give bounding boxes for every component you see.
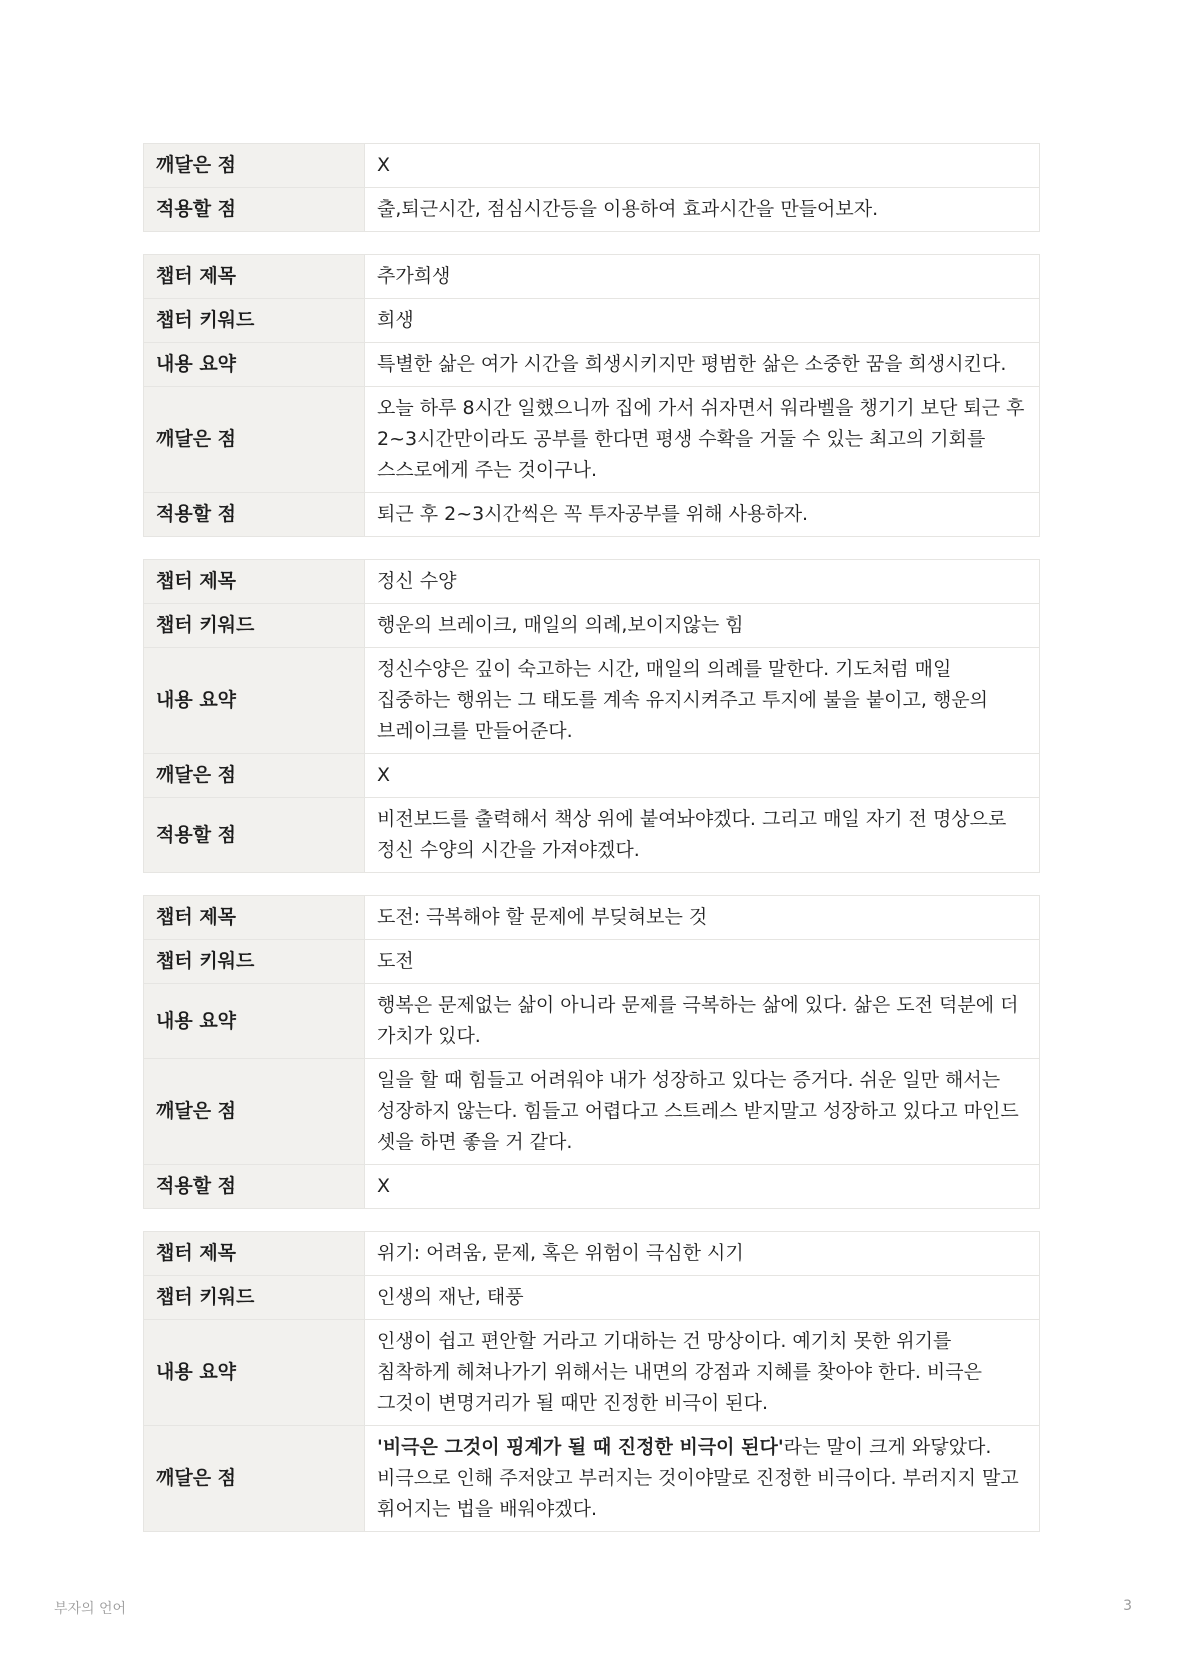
footer-page-number: 3 [1123, 1598, 1132, 1614]
row-value: 일을 할 때 힘들고 어려워야 내가 성장하고 있다는 증거다. 쉬운 일만 해서는 성장하지 않는다. 힘들고 어렵다고 스트레스 받지말고 성장하고 있다고 마인드 셋을 하면 좋을 거 같다. [365, 1059, 1040, 1165]
row-label: 챕터 제목 [144, 896, 365, 940]
row-label: 챕터 키워드 [144, 1276, 365, 1320]
table-row [144, 493, 1040, 537]
row-value [365, 1426, 1040, 1532]
row-value: 도전 [365, 940, 1040, 984]
row-label: 챕터 제목 [144, 1232, 365, 1276]
row-label: 적용할 점 [144, 798, 365, 873]
row-label: 깨달은 점 [144, 754, 365, 798]
table-row [144, 387, 1040, 493]
row-label: 챕터 제목 [144, 255, 365, 299]
row-label: 챕터 키워드 [144, 940, 365, 984]
row-label: 내용 요약 [144, 1320, 365, 1426]
table-row [144, 560, 1040, 604]
row-value: 특별한 삶은 여가 시간을 희생시키지만 평범한 삶은 소중한 꿈을 희생시킨다. [365, 343, 1040, 387]
table-row [144, 144, 1040, 188]
table-row [144, 648, 1040, 754]
table-row [144, 798, 1040, 873]
table-row [144, 1232, 1040, 1276]
row-label: 적용할 점 [144, 493, 365, 537]
table-row [144, 754, 1040, 798]
table-row [144, 1320, 1040, 1426]
row-value: 정신수양은 깊이 숙고하는 시간, 매일의 의례를 말한다. 기도처럼 매일 집중하는 행위는 그 태도를 계속 유지시켜주고 투지에 불을 붙이고, 행운의 브레이크를 만들어준다. [365, 648, 1040, 754]
table-row [144, 1059, 1040, 1165]
row-value: 위기: 어려움, 문제, 혹은 위험이 극심한 시기 [365, 1232, 1040, 1276]
row-label: 적용할 점 [144, 188, 365, 232]
row-label: 내용 요약 [144, 984, 365, 1059]
page-content [143, 143, 1040, 1554]
row-value: 퇴근 후 2~3시간씩은 꼭 투자공부를 위해 사용하자. [365, 493, 1040, 537]
table-row [144, 255, 1040, 299]
table-row [144, 188, 1040, 232]
row-label: 적용할 점 [144, 1165, 365, 1209]
row-value: 출,퇴근시간, 점심시간등을 이용하여 효과시간을 만들어보자. [365, 188, 1040, 232]
row-value: 정신 수양 [365, 560, 1040, 604]
table-row [144, 343, 1040, 387]
row-value: 오늘 하루 8시간 일했으니까 집에 가서 쉬자면서 워라벨을 챙기기 보단 퇴근 후 2~3시간만이라도 공부를 한다면 평생 수확을 거둘 수 있는 최고의 기회를 스스로에게 주는 것이구나. [365, 387, 1040, 493]
table-row [144, 1276, 1040, 1320]
quote-emphasis: '비극은 그것이 핑계가 될 때 진정한 비극이 된다' [377, 1436, 784, 1458]
row-value: X [365, 1165, 1040, 1209]
row-value: X [365, 754, 1040, 798]
row-label: 깨달은 점 [144, 144, 365, 188]
row-value: 희생 [365, 299, 1040, 343]
row-value: 비전보드를 출력해서 책상 위에 붙여놔야겠다. 그리고 매일 자기 전 명상으로 정신 수양의 시간을 가져야겠다. [365, 798, 1040, 873]
row-label: 챕터 키워드 [144, 299, 365, 343]
table-row [144, 604, 1040, 648]
note-table [143, 143, 1040, 232]
row-value: X [365, 144, 1040, 188]
row-value: 인생의 재난, 태풍 [365, 1276, 1040, 1320]
row-value: 도전: 극복해야 할 문제에 부딪혀보는 것 [365, 896, 1040, 940]
row-value: 인생이 쉽고 편안할 거라고 기대하는 건 망상이다. 예기치 못한 위기를 침착하게 헤쳐나가기 위해서는 내면의 강점과 지혜를 찾아야 한다. 비극은 그것이 변명거리가 될 때만 진정한 비극이 된다. [365, 1320, 1040, 1426]
row-value: 행운의 브레이크, 매일의 의례,보이지않는 힘 [365, 604, 1040, 648]
row-value: 추가희생 [365, 255, 1040, 299]
table-row [144, 299, 1040, 343]
note-table [143, 254, 1040, 537]
row-label: 챕터 키워드 [144, 604, 365, 648]
row-label: 깨달은 점 [144, 387, 365, 493]
note-table [143, 1231, 1040, 1532]
note-table [143, 559, 1040, 873]
row-label: 깨달은 점 [144, 1426, 365, 1532]
table-row [144, 896, 1040, 940]
table-row [144, 1426, 1040, 1532]
table-row [144, 1165, 1040, 1209]
row-value: 행복은 문제없는 삶이 아니라 문제를 극복하는 삶에 있다. 삶은 도전 덕분에 더 가치가 있다. [365, 984, 1040, 1059]
row-label: 내용 요약 [144, 648, 365, 754]
table-row [144, 940, 1040, 984]
row-label: 깨달은 점 [144, 1059, 365, 1165]
row-value-text: 라는 말이 크게 와닿았다. 비극으로 인해 주저앉고 부러지는 것이야말로 진정한 비극이다. 부러지지 말고 휘어지는 법을 배워야겠다. [377, 1436, 1019, 1520]
note-table [143, 895, 1040, 1209]
row-label: 챕터 제목 [144, 560, 365, 604]
table-row [144, 984, 1040, 1059]
footer-document-title: 부자의 언어 [54, 1601, 127, 1617]
row-label: 내용 요약 [144, 343, 365, 387]
